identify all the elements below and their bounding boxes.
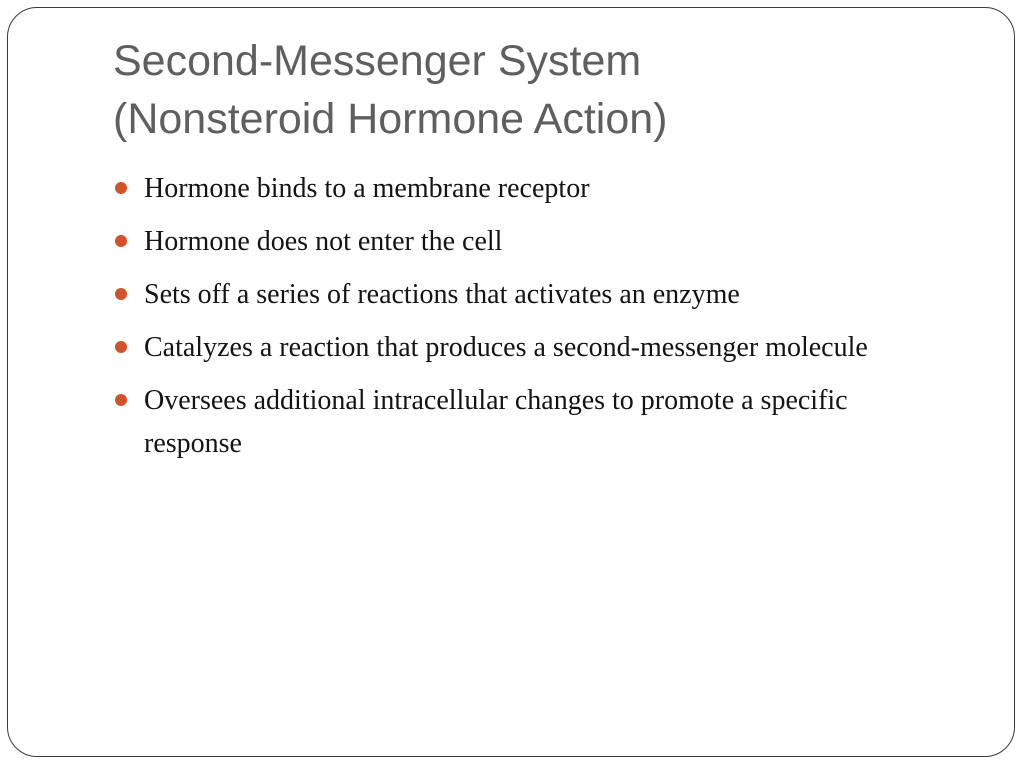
bullet-item: [113, 326, 913, 369]
bullet-dot-icon: [115, 288, 127, 300]
bullet-text: Hormone binds to a membrane receptor: [144, 173, 590, 204]
bullet-text: Hormone does not enter the cell: [144, 226, 503, 257]
bullet-item: [113, 379, 913, 465]
bullet-dot-icon: [115, 394, 127, 406]
bullet-text: Catalyzes a reaction that produces a second-messenger molecule: [144, 332, 868, 363]
bullet-text: Sets off a series of reactions that activates an enzyme: [144, 279, 740, 310]
bullet-text: Oversees additional intracellular changes to promote a specific response: [144, 385, 848, 459]
bullet-item: [113, 167, 913, 210]
slide-title: [113, 32, 973, 148]
bullet-dot-icon: [115, 341, 127, 353]
bullet-dot-icon: [115, 182, 127, 194]
bullet-item: [113, 273, 913, 316]
bullet-item: [113, 220, 913, 263]
title-line-1: Second-Messenger System: [113, 37, 642, 85]
title-line-2: (Nonsteroid Hormone Action): [113, 95, 668, 143]
bullet-list: [113, 167, 913, 475]
bullet-dot-icon: [115, 235, 127, 247]
